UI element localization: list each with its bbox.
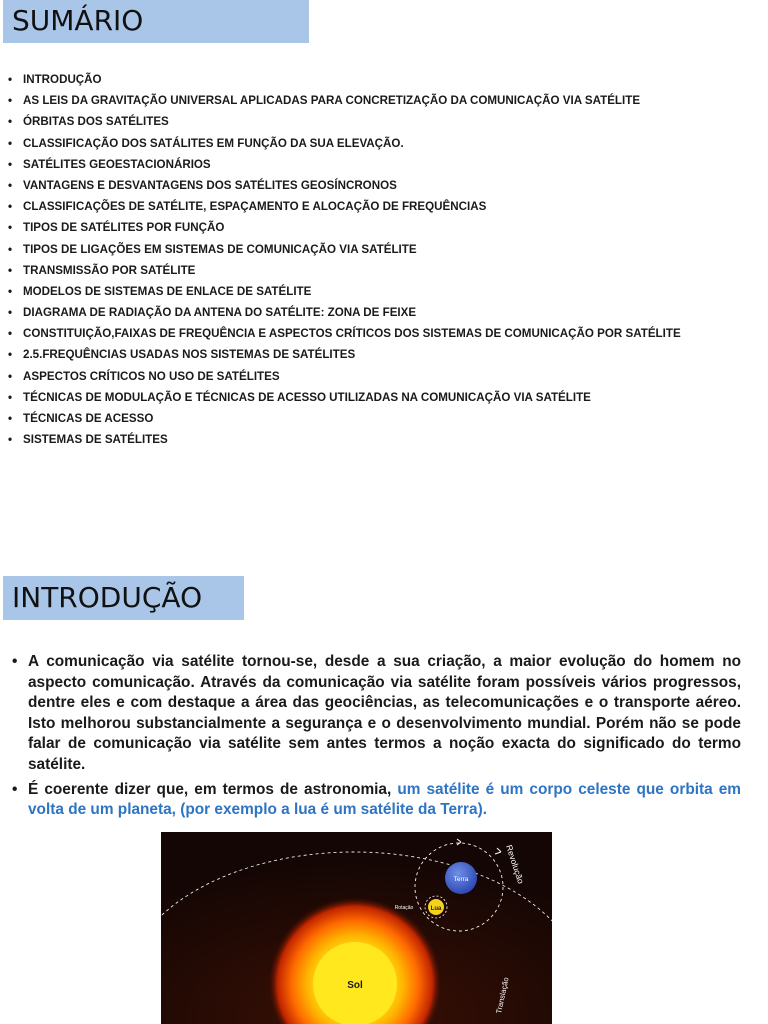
intro-paragraph-1-text: A comunicação via satélite tornou-se, desde a sua criação, a maior evolução do homem no aspecto comunicação. Através da comunicação via satélite foram possíveis vários progressos, dentre eles e com destaque a área das geociências, as telecomunicações e o transporte aéreo. Isto melhorou substancialmente a segurança e o desenvolvimento mundial. Porém não se pode falar de comunicação via satélite sem antes termos a noção exacta do significado do termo satélite. <box>28 653 741 773</box>
toc-item: • DIAGRAMA DE RADIAÇÃO DA ANTENA DO SATÉLITE: ZONA DE FEIXE <box>8 302 681 323</box>
toc-item: • AS LEIS DA GRAVITAÇÃO UNIVERSAL APLICADAS PARA CONCRETIZAÇÃO DA COMUNICAÇÃO VIA SATÉLITE <box>8 90 681 111</box>
toc-item: • 2.5.FREQUÊNCIAS USADAS NOS SISTEMAS DE SATÉLITES <box>8 344 681 365</box>
toc-item: • CLASSIFICAÇÃO DOS SATÁLITES EM FUNÇÃO DA SUA ELEVAÇÃO. <box>8 133 681 154</box>
translation-label: Translação <box>494 976 511 1015</box>
toc-item: • ASPECTOS CRÍTICOS NO USO DE SATÉLITES <box>8 366 681 387</box>
toc-item: • SISTEMAS DE SATÉLITES <box>8 429 681 450</box>
earth-label: Terra <box>453 876 469 883</box>
toc-item: • MODELOS DE SISTEMAS DE ENLACE DE SATÉLITE <box>8 281 681 302</box>
toc-item: • CONSTITUIÇÃO,FAIXAS DE FREQUÊNCIA E ASPECTOS CRÍTICOS DOS SISTEMAS DE COMUNICAÇÃO POR SATÉLITE <box>8 323 681 344</box>
sumario-heading <box>3 0 309 43</box>
toc-item: • TÉCNICAS DE MODULAÇÃO E TÉCNICAS DE ACESSO UTILIZADAS NA COMUNICAÇÃO VIA SATÉLITE <box>8 387 681 408</box>
intro-paragraph-2-text: É coerente dizer que, em termos de astronomia, <box>28 780 398 798</box>
rotation-label: Rotação <box>394 905 414 911</box>
intro-paragraph-2 <box>10 780 741 821</box>
introducao-list <box>10 652 741 825</box>
toc-item: • TÉCNICAS DE ACESSO <box>8 408 681 429</box>
table-of-contents <box>8 69 681 450</box>
toc-item: • INTRODUÇÃO <box>8 69 681 90</box>
solar-system-figure <box>161 832 552 1024</box>
moon-label: Lua <box>430 906 442 912</box>
sun-label: Sol <box>347 980 363 991</box>
toc-item: • CLASSIFICAÇÕES DE SATÉLITE, ESPAÇAMENTO E ALOCAÇÃO DE FREQUÊNCIAS <box>8 196 681 217</box>
toc-item: • ÓRBITAS DOS SATÉLITES <box>8 111 681 132</box>
toc-item: • SATÉLITES GEOESTACIONÁRIOS <box>8 154 681 175</box>
intro-paragraph-1 <box>10 652 741 776</box>
toc-item: • TRANSMISSÃO POR SATÉLITE <box>8 260 681 281</box>
toc-item: • TIPOS DE SATÉLITES POR FUNÇÃO <box>8 217 681 238</box>
toc-item: • TIPOS DE LIGAÇÕES EM SISTEMAS DE COMUNICAÇÃO VIA SATÉLITE <box>8 239 681 260</box>
toc-item: • VANTAGENS E DESVANTAGENS DOS SATÉLITES GEOSÍNCRONOS <box>8 175 681 196</box>
sumario-title: SUMÁRIO <box>12 4 144 37</box>
introducao-heading <box>3 576 244 620</box>
revolution-label: Revolução <box>504 843 527 885</box>
introducao-title: INTRODUÇÃO <box>12 581 203 614</box>
intro-paragraph-2-highlight: um satélite é um corpo celeste que orbita em volta de um planeta, (por exemplo a lua é um satélite da Terra). <box>28 780 741 819</box>
